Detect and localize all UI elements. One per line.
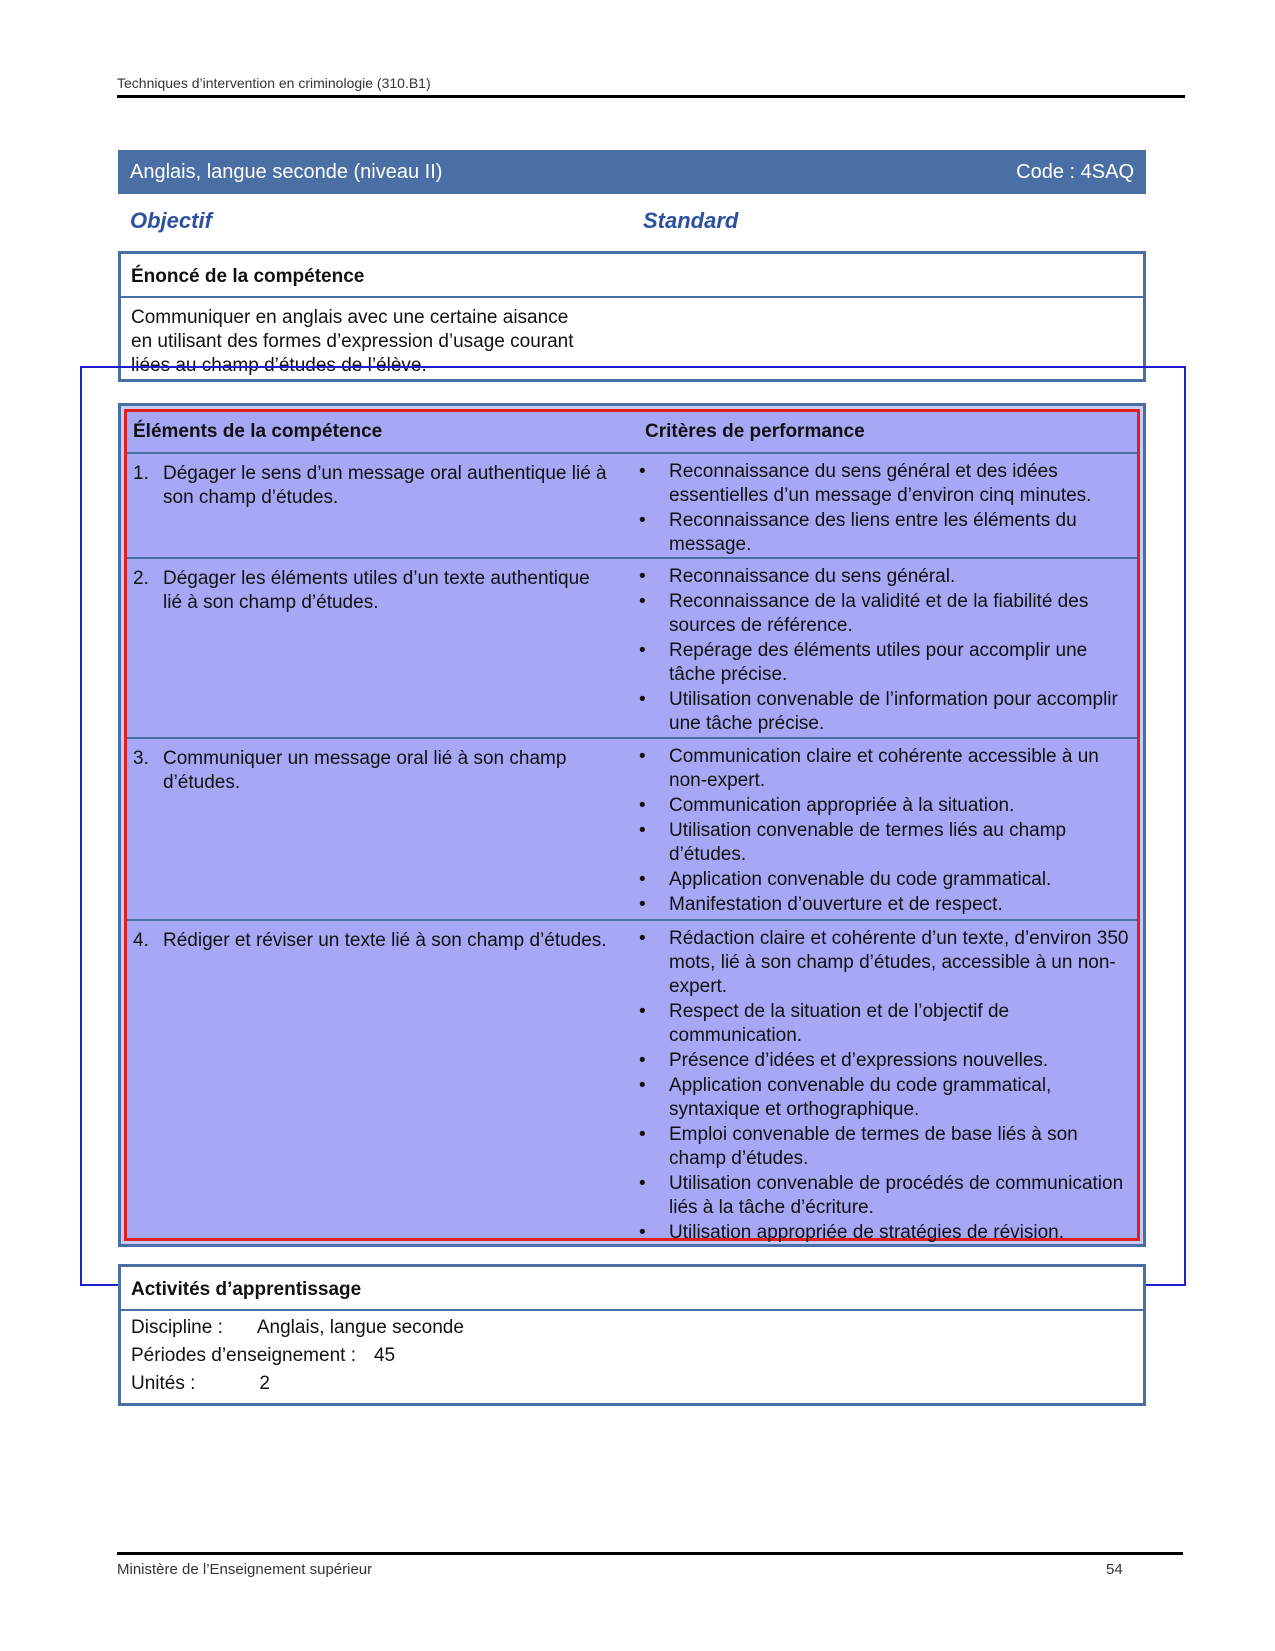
course-title-bar	[118, 150, 1146, 194]
bullet-icon: •	[639, 591, 646, 612]
criterion: Application convenable du code grammatical, syntaxique et orthographique.	[669, 1075, 1052, 1120]
discipline-value: Anglais, langue seconde	[256, 1317, 464, 1338]
criterion: Reconnaissance de la validité et de la fiabilité des sources de référence.	[669, 591, 1089, 636]
activites-heading: Activités d’apprentissage	[121, 1267, 1143, 1311]
elements-table	[124, 409, 1140, 1241]
bullet-icon: •	[639, 928, 646, 949]
bullet-icon: •	[639, 894, 646, 915]
criterion: Utilisation convenable de termes liés au champ d’études.	[669, 820, 1067, 865]
bullet-icon: •	[639, 510, 646, 531]
bullet-icon: •	[639, 1222, 646, 1243]
bullet-icon: •	[639, 869, 646, 890]
element-row-1	[127, 454, 1137, 559]
objectif-heading: Objectif	[130, 208, 212, 233]
bullet-icon: •	[639, 746, 646, 767]
program-header: Techniques d’intervention en criminologie (310.B1)	[117, 75, 431, 91]
bullet-icon: •	[639, 1075, 646, 1096]
criterion: Reconnaissance du sens général.	[669, 566, 956, 587]
element-number: 1.	[133, 463, 149, 484]
elements-box	[118, 403, 1146, 1247]
bullet-icon: •	[639, 640, 646, 661]
enonce-line: liées au champ d’études de l’élève.	[131, 355, 427, 376]
enonce-box	[118, 251, 1146, 382]
element-number: 3.	[133, 748, 149, 769]
bullet-icon: •	[639, 820, 646, 841]
element-text: Rédiger et réviser un texte lié à son champ d’études.	[163, 930, 607, 951]
activites-box	[118, 1264, 1146, 1406]
criterion: Application convenable du code grammatical.	[669, 869, 1052, 890]
standard-heading: Standard	[643, 208, 739, 233]
elements-heading: Éléments de la compétence	[133, 421, 383, 442]
bullet-icon: •	[639, 1001, 646, 1022]
criterion: Reconnaissance des liens entre les éléments du message.	[669, 510, 1077, 555]
element-row-3	[127, 739, 1137, 921]
criterion: Manifestation d’ouverture et de respect.	[669, 894, 1003, 915]
bullet-icon: •	[639, 689, 646, 710]
element-number: 4.	[133, 930, 149, 951]
criterion: Repérage des éléments utiles pour accomplir une tâche précise.	[669, 640, 1088, 685]
criterion: Utilisation appropriée de stratégies de révision.	[669, 1222, 1064, 1243]
criteria-heading: Critères de performance	[645, 421, 865, 442]
course-code: Code : 4SAQ	[1016, 160, 1134, 183]
periodes-line	[121, 1341, 1143, 1369]
criterion: Communication appropriée à la situation.	[669, 795, 1015, 816]
element-text: Dégager les éléments utiles d’un texte authentique lié à son champ d’études.	[163, 568, 590, 613]
unites-label: Unités :	[131, 1373, 196, 1394]
enonce-heading: Énoncé de la compétence	[121, 254, 1143, 298]
bullet-icon: •	[639, 1173, 646, 1194]
element-row-2	[127, 559, 1137, 739]
bullet-icon: •	[639, 1050, 646, 1071]
header-rule	[117, 95, 1185, 98]
bullet-icon: •	[639, 461, 646, 482]
bullet-icon: •	[639, 566, 646, 587]
enonce-line: en utilisant des formes d’expression d’usage courant	[131, 331, 574, 352]
periodes-value: 45	[373, 1345, 396, 1366]
criterion: Reconnaissance du sens général et des idées essentielles d’un message d’environ cinq minutes.	[669, 461, 1092, 506]
element-number: 2.	[133, 568, 149, 589]
element-text: Dégager le sens d’un message oral authentique lié à son champ d’études.	[163, 463, 607, 508]
unites-line	[121, 1369, 1143, 1397]
discipline-label: Discipline :	[131, 1317, 223, 1338]
course-title: Anglais, langue seconde (niveau II)	[130, 160, 443, 183]
page-number: 54	[1106, 1561, 1123, 1578]
bullet-icon: •	[639, 1124, 646, 1145]
elements-table-header	[127, 412, 1137, 454]
criterion: Rédaction claire et cohérente d’un texte, d’environ 350 mots, lié à son champ d’études, accessible à un non-expert.	[669, 928, 1129, 997]
criterion: Communication claire et cohérente accessible à un non-expert.	[669, 746, 1099, 791]
criterion: Respect de la situation et de l’objectif de communication.	[669, 1001, 1010, 1046]
enonce-line: Communiquer en anglais avec une certaine aisance	[131, 307, 569, 328]
element-row-4	[127, 921, 1137, 1241]
enonce-statement	[121, 298, 621, 384]
footer-rule	[117, 1552, 1183, 1555]
ministry-footer: Ministère de l’Enseignement supérieur	[117, 1561, 373, 1578]
criterion: Emploi convenable de termes de base liés à son champ d’études.	[669, 1124, 1078, 1169]
unites-value: 2	[259, 1373, 270, 1394]
bullet-icon: •	[639, 795, 646, 816]
criterion: Présence d’idées et d’expressions nouvelles.	[669, 1050, 1049, 1071]
discipline-line	[121, 1311, 1143, 1341]
criterion: Utilisation convenable de procédés de communication liés à la tâche d’écriture.	[669, 1173, 1124, 1218]
criterion: Utilisation convenable de l’information pour accomplir une tâche précise.	[669, 689, 1118, 734]
periodes-label: Périodes d’enseignement :	[131, 1345, 356, 1366]
element-text: Communiquer un message oral lié à son champ d’études.	[163, 748, 567, 793]
